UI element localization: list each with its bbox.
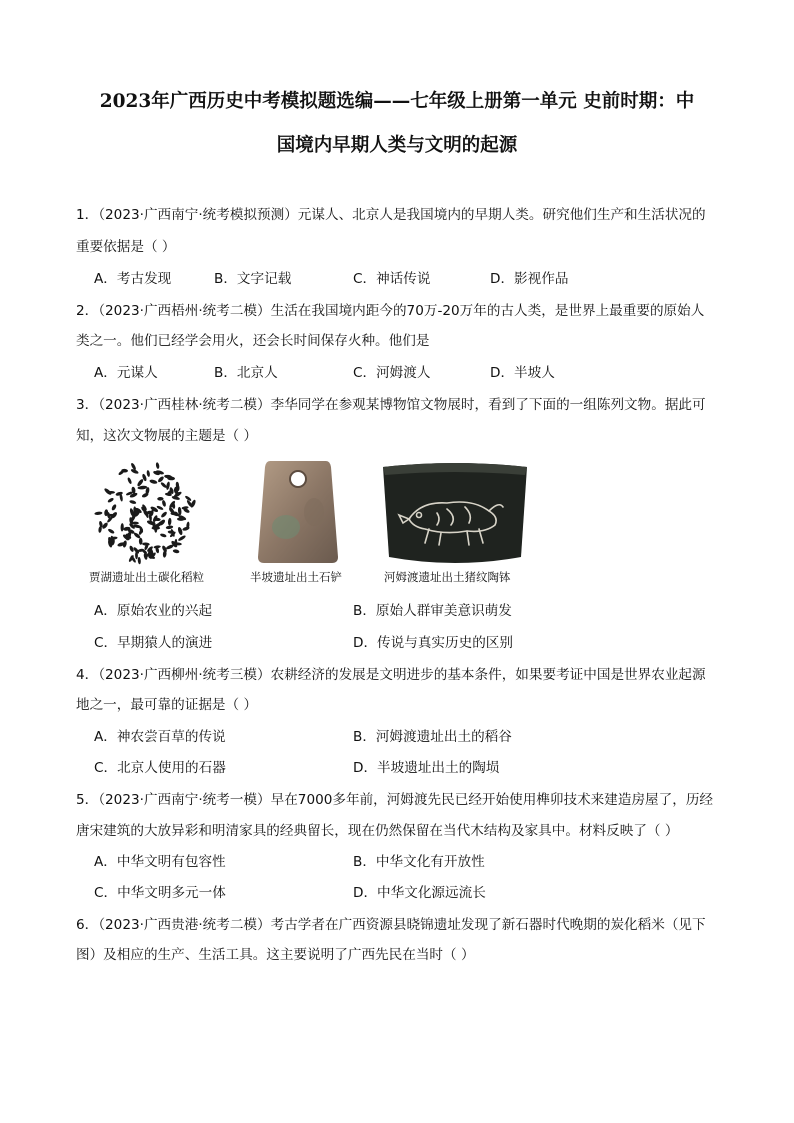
q2-option-d: D．半坡人 bbox=[490, 365, 555, 381]
question-2-line-2: 类之一。他们已经学会用火，还会长时间保存火种。他们是 bbox=[76, 333, 430, 349]
rice-grain bbox=[94, 511, 102, 515]
rice-grain bbox=[161, 500, 166, 507]
title-line-2: 国境内早期人类与文明的起源 bbox=[276, 135, 518, 156]
question-3-line-2: 知，这次文物展的主题是（ ） bbox=[76, 428, 258, 444]
rice-grain bbox=[160, 511, 168, 518]
rice-grain bbox=[155, 462, 159, 469]
rice-grain bbox=[120, 523, 123, 532]
q5-option-d: D．中华文化源远流长 bbox=[353, 885, 486, 901]
figure-caption-shovel: 半坡遗址出土石铲 bbox=[250, 570, 342, 584]
q4-option-c: C．北京人使用的石器 bbox=[94, 760, 226, 776]
rice-grain bbox=[139, 538, 143, 545]
rice-grain bbox=[149, 479, 158, 485]
q1-option-c: C．神话传说 bbox=[353, 271, 431, 287]
q3-option-b: B．原始人群审美意识萌发 bbox=[353, 603, 512, 619]
q2-option-b: B．北京人 bbox=[214, 365, 278, 381]
pig-pattern-bowl-image bbox=[381, 461, 529, 567]
rice-grain bbox=[160, 533, 167, 538]
title-line-1: 2023年广西历史中考模拟题选编——七年级上册第一单元 史前时期：中 bbox=[99, 91, 695, 112]
q4-option-a: A．神农尝百草的传说 bbox=[94, 729, 226, 745]
question-4-line-1: 4．（2023·广西柳州·统考三模）农耕经济的发展是文明进步的基本条件，如果要考证中国是世界农业起源 bbox=[76, 667, 706, 683]
q3-option-a: A．原始农业的兴起 bbox=[94, 603, 213, 619]
rice-grain bbox=[146, 470, 150, 477]
q5-option-a: A．中华文明有包容性 bbox=[94, 854, 226, 870]
q5-option-c: C．中华文明多元一体 bbox=[94, 885, 226, 901]
figure-caption-bowl: 河姆渡遗址出土猪纹陶钵 bbox=[384, 570, 511, 584]
question-2-line-1: 2．（2023·广西梧州·统考二模）生活在我国境内距今的70万-20万年的古人类，是世界上最重要的原始人 bbox=[76, 303, 705, 319]
question-3-line-1: 3．（2023·广西桂林·统考二模）李华同学在参观某博物馆文物展时，看到了下面的一组陈列文物。据此可 bbox=[76, 397, 706, 413]
q1-option-a: A．考古发现 bbox=[94, 271, 172, 287]
q2-option-a: A．元谋人 bbox=[94, 365, 158, 381]
rice-grain bbox=[181, 506, 188, 510]
question-6-line-1: 6．（2023·广西贵港·统考二模）考古学者在广西资源县晓锦遗址发现了新石器时代晚期的炭化稻米（见下 bbox=[76, 917, 706, 933]
rice-grain bbox=[107, 528, 115, 534]
question-5-line-1: 5．（2023·广西南宁·统考一模）早在7000多年前，河姆渡先民已经开始使用榫卯技术来建造房屋了，历经 bbox=[76, 792, 714, 808]
rice-grain bbox=[172, 549, 179, 554]
rice-grain bbox=[127, 477, 133, 485]
rice-grain bbox=[137, 557, 141, 565]
question-1-line-2: 重要依据是（ ） bbox=[76, 239, 176, 255]
rice-grain bbox=[166, 525, 174, 529]
q1-option-d: D．影视作品 bbox=[490, 271, 569, 287]
question-4-line-2: 地之一，最可靠的证据是（ ） bbox=[76, 697, 258, 713]
question-1-line-1: 1．（2023·广西南宁·统考模拟预测）元谋人、北京人是我国境内的早期人类。研究他们生产和生活状况的 bbox=[76, 207, 706, 223]
figure-caption-rice: 贾湖遗址出土碳化稻粒 bbox=[89, 570, 204, 584]
q5-option-b: B．中华文化有开放性 bbox=[353, 854, 485, 870]
rice-grain bbox=[122, 540, 127, 548]
q3-option-d: D．传说与真实历史的区别 bbox=[353, 635, 513, 651]
question-6-line-2: 图）及相应的生产、生活工具。这主要说明了广西先民在当时（ ） bbox=[76, 947, 475, 963]
rice-grain bbox=[152, 526, 160, 529]
rice-grain bbox=[129, 500, 137, 505]
rice-grain bbox=[111, 504, 117, 512]
question-5-line-2: 唐宋建筑的大放异彩和明清家具的经典留长，现在仍然保留在当代木结构及家具中。材料反映了（ ） bbox=[76, 823, 679, 839]
rice-grain bbox=[157, 475, 165, 483]
rice-grain bbox=[107, 497, 114, 503]
rice-grain bbox=[177, 535, 186, 542]
stone-shovel-image bbox=[256, 457, 340, 567]
q4-option-b: B．河姆渡遗址出土的稻谷 bbox=[353, 729, 512, 745]
q1-option-b: B．文字记载 bbox=[214, 271, 292, 287]
rice-grain bbox=[177, 526, 183, 535]
q4-option-d: D．半坡遗址出土的陶埙 bbox=[353, 760, 500, 776]
rice-grain bbox=[168, 518, 172, 526]
rice-grain bbox=[166, 481, 171, 490]
rice-grain bbox=[157, 497, 163, 501]
carbonized-rice-image bbox=[86, 461, 206, 566]
q2-option-c: C．河姆渡人 bbox=[353, 365, 431, 381]
q3-option-c: C．早期猿人的演进 bbox=[94, 635, 213, 651]
